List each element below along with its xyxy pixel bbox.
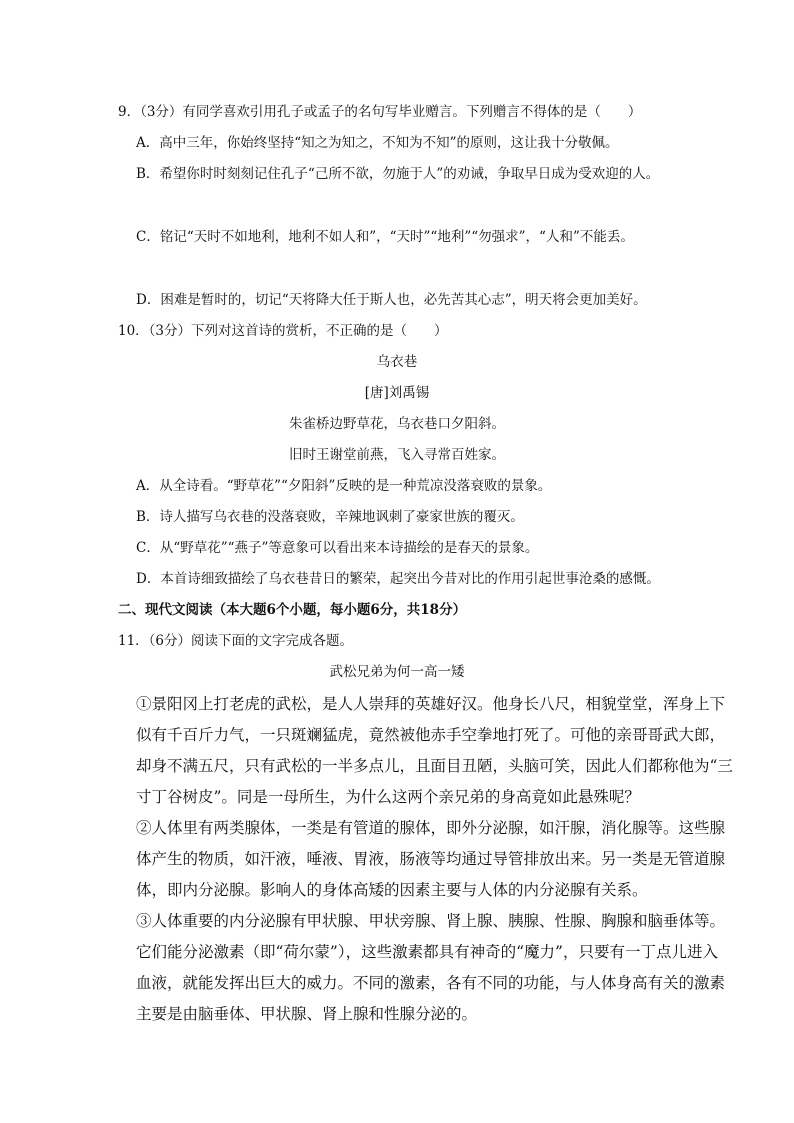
article-line-3: 却身不满五尺，只有武松的一半多点儿，且面目丑陋，头脑可笑，因此人们都称他为“三 — [136, 757, 733, 775]
q10-option-c: C．从“野草花”“燕子”等意象可以看出来本诗描绘的是春天的景象。 — [136, 540, 539, 556]
article-line-6: 体产生的物质，如汗液，唾液、胃液，肠液等均通过导管排放出来。另一类是无管道腺 — [136, 850, 726, 868]
q9-option-d: D．困难是暂时的，切记“天将降大任于斯人也，必先苦其心志”，明天将会更加美好。 — [136, 292, 647, 308]
article-line-10: 血液，就能发挥出巨大的威力。不同的激素，各有不同的功能，与人体身高有关的激素 — [136, 974, 726, 992]
article-line-9: 它们能分泌激素（即“荷尔蒙”），这些激素都具有神奇的“魔力”，只要有一丁点儿进入 — [136, 943, 718, 961]
article-line-2: 似有千百斤力气，一只斑斓猛虎，竟然被他赤手空拳地打死了。可他的亲哥哥武大郎， — [136, 726, 726, 744]
poem-author: [唐]刘禹锡 — [364, 385, 430, 401]
article-line-7: 体，即内分泌腺。影响人的身体高矮的因素主要与人体的内分泌腺有关系。 — [136, 881, 648, 899]
q11-stem: 11．（6分）阅读下面的文字完成各题。 — [118, 633, 354, 649]
q10-option-b: B．诗人描写乌衣巷的没落衰败，辛辣地讽刺了豪家世族的覆灭。 — [136, 509, 524, 525]
article-title: 武松兄弟为何一高一矮 — [329, 664, 465, 680]
q10-option-a: A．从全诗看。“野草花”“夕阳斜”反映的是一种荒凉没落衰败的景象。 — [136, 478, 552, 494]
article-line-1: ①景阳冈上打老虎的武松，是人人崇拜的英雄好汉。他身长八尺，相貌堂堂，浑身上下 — [136, 695, 726, 713]
poem-line-2: 旧时王谢堂前燕，飞入寻常百姓家。 — [289, 447, 505, 463]
q9-option-b: B．希望你时时刻刻记住孔子“己所不欲，勿施于人”的劝诫，争取早日成为受欢迎的人。 — [136, 166, 660, 182]
q9-option-a: A．高中三年，你始终坚持“知之为知之，不知为不知”的原则，这让我十分敬佩。 — [136, 135, 619, 151]
section-heading: 二、现代文阅读（本大题6个小题，每小题6分，共18分） — [118, 602, 467, 618]
article-line-11: 主要是由脑垂体、甲状腺、肾上腺和性腺分泌的。 — [136, 1005, 478, 1023]
article-line-5: ②人体里有两类腺体，一类是有管道的腺体，即外分泌腺，如汗腺，消化腺等。这些腺 — [136, 819, 726, 837]
article-line-4: 寸丁谷树皮”。同是一母所生，为什么这两个亲兄弟的身高竟如此悬殊呢？ — [136, 788, 640, 806]
q10-option-d: D．本首诗细致描绘了乌衣巷昔日的繁荣，起突出今昔对比的作用引起世事沧桑的感慨。 — [136, 571, 660, 587]
poem-line-1: 朱雀桥边野草花，乌衣巷口夕阳斜。 — [289, 416, 505, 432]
article-line-8: ③人体重要的内分泌腺有甲状腺、甲状旁腺、肾上腺、胰腺、性腺、胸腺和脑垂体等。 — [136, 912, 726, 930]
q9-stem: 9．（3分）有同学喜欢引用孔子或孟子的名句写毕业赠言。下列赠言不得体的是（ ） — [118, 104, 642, 120]
q10-stem: 10．（3分）下列对这首诗的赏析，不正确的是（ ） — [118, 323, 448, 339]
poem-title: 乌衣巷 — [376, 354, 418, 370]
q9-option-c: C．铭记“天时不如地利，地利不如人和”，“天时”“地利”“勿强求”，“人和”不能丢。 — [136, 229, 634, 245]
